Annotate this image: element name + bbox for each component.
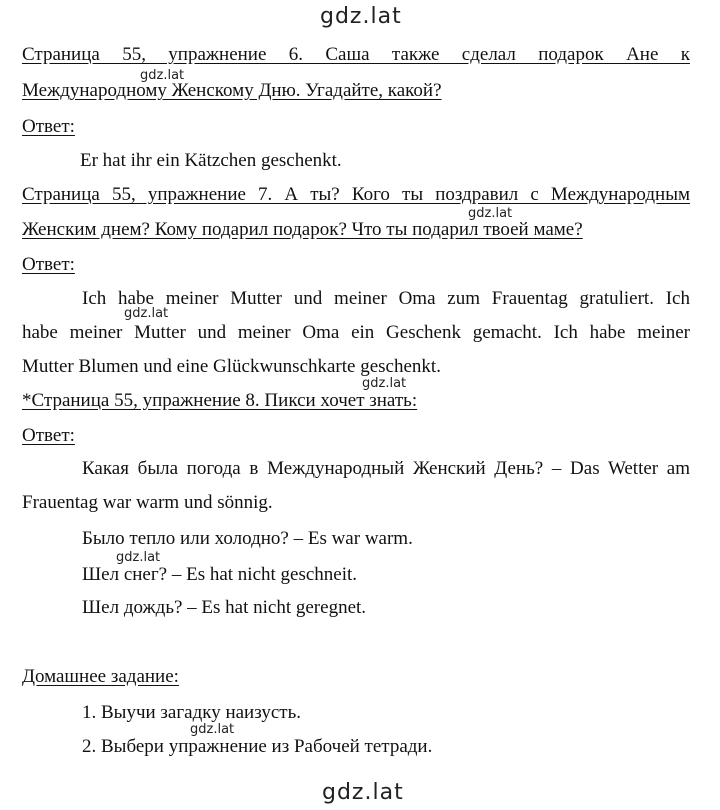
exercise-7-question-line-1: Страница 55, упражнение 7. А ты? Кого ты поздравил с Международным [22, 184, 690, 205]
watermark: gdz.lat [190, 722, 235, 737]
watermark: gdz.lat [362, 376, 407, 391]
exercise-7-answer-line-2: habe meiner Mutter und meiner Oma ein Geschenk gemacht. Ich habe meiner [22, 322, 690, 343]
exercise-8-answer-1-line-2: Frauentag war warm und sönnig. [22, 492, 273, 513]
watermark: gdz.lat [116, 550, 161, 565]
homework-item-1: 1. Выучи загадку наизусть. [82, 702, 301, 723]
exercise-8-answer-3: Шел снег? – Es hat nicht geschneit. [82, 564, 358, 585]
exercise-8-answer-1-line-1: Какая была погода в Международный Женский День? – Das Wetter am [82, 458, 690, 479]
exercise-8-answer-label: Ответ: [22, 425, 75, 446]
watermark-top: gdz.lat [320, 4, 402, 29]
watermark: gdz.lat [468, 206, 513, 221]
exercise-6-question-line-2: Международному Женскому Дню. Угадайте, какой? [22, 80, 442, 101]
homework-label: Домашнее задание: [22, 666, 179, 687]
exercise-6-question-line-1: Страница 55, упражнение 6. Саша также сделал подарок Ане к [22, 44, 690, 65]
exercise-8-question: *Страница 55, упражнение 8. Пикси хочет знать: [22, 390, 418, 411]
exercise-8-answer-4: Шел дождь? – Es hat nicht geregnet. [82, 597, 367, 618]
exercise-7-question-line-2: Женским днем? Кому подарил подарок? Что ты подарил твоей маме? [22, 219, 583, 240]
homework-item-2: 2. Выбери упражнение из Рабочей тетради. [82, 736, 433, 757]
exercise-7-answer-line-3: Mutter Blumen und eine Glückwunschkarte geschenkt. [22, 356, 441, 377]
exercise-7-answer-label: Ответ: [22, 254, 75, 275]
exercise-6-answer: Er hat ihr ein Kätzchen geschenkt. [80, 150, 342, 171]
exercise-8-answer-2: Было тепло или холодно? – Es war warm. [82, 528, 413, 549]
watermark: gdz.lat [124, 306, 169, 321]
watermark-bottom: gdz.lat [322, 780, 404, 805]
exercise-6-answer-label: Ответ: [22, 116, 75, 137]
watermark: gdz.lat [140, 68, 185, 83]
exercise-7-answer-line-1: Ich habe meiner Mutter und meiner Oma zum Frauentag gratuliert. Ich [82, 288, 690, 309]
